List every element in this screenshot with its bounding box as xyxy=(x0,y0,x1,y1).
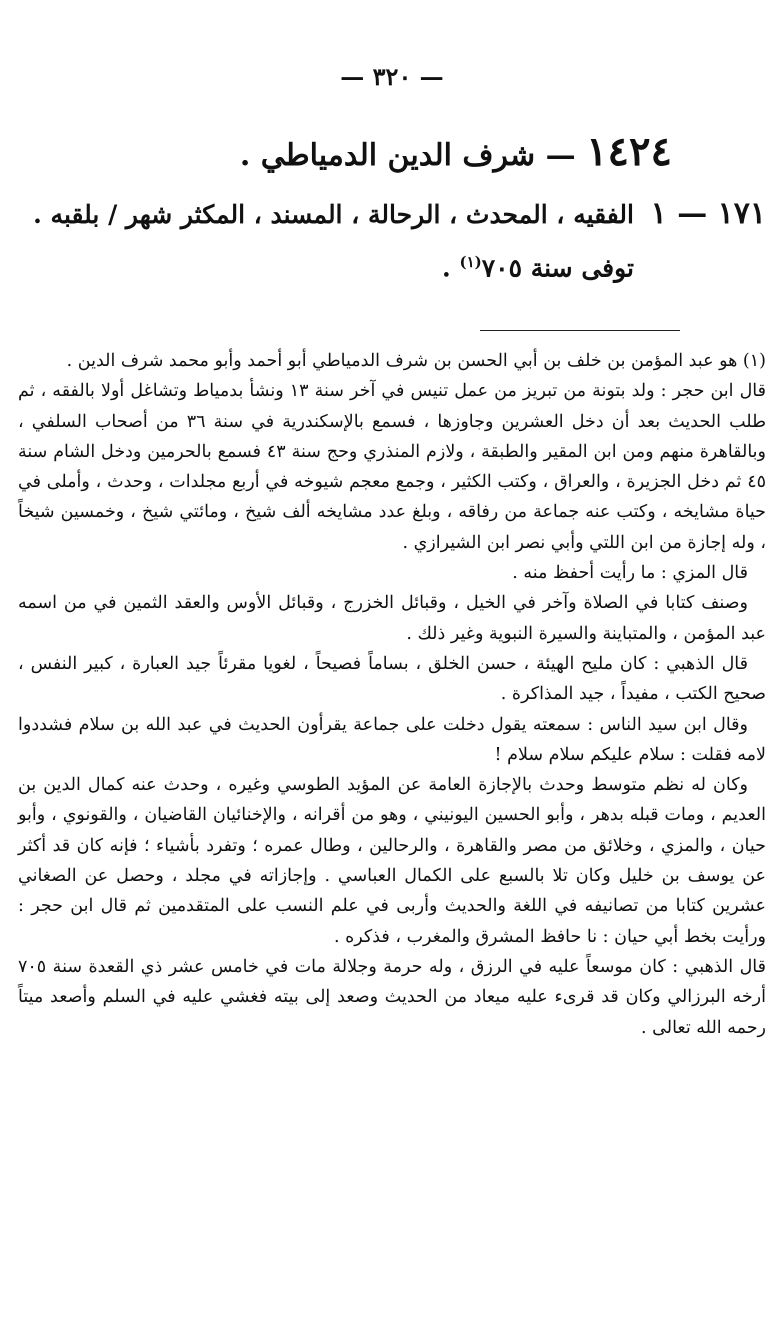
footnote-block xyxy=(18,346,766,1043)
death-year-text: توفى سنة ٧٠٥ xyxy=(481,253,634,283)
entry-description-line2 xyxy=(442,253,634,282)
footnote-paragraph: وقال ابن سيد الناس : سمعته يقول دخلت على جماعة يقرأون الحديث في عبد الله بن سلام فشددوا لامه فقلت : سلام عليكم سلام سلام ! xyxy=(18,714,766,765)
footnote-paragraph: (١) هو عبد المؤمن بن خلف بن أبي الحسن بن شرف الدمياطي أبو أحمد وأبو محمد شرف الدين . xyxy=(66,351,766,371)
footnote-paragraph: وصنف كتابا في الصلاة وآخر في الخيل ، وقبائل الخزرج ، وقبائل الأوس والعقد الثمين في من اسمه عبد المؤمن ، والمتباينة والسيرة النبوية وغير ذلك . xyxy=(18,593,766,644)
footnote-marker: (١) xyxy=(459,253,482,271)
page-number: — ٣٢٠ — xyxy=(340,62,444,91)
footnote-paragraph: وكان له نظم متوسط وحدث بالإجازة العامة عن المؤيد الطوسي وغيره ، وحدث عنه كمال الدين بن العديم ، ومات قبله بدهر ، وأبو الحسين اليونيني ، وهو من أقرانه ، والإخنائيان القاضيان ، والقونوي ، وأبو حيان ، والمزي ، وخلائق من مصر والقاهرة ، والرحالين ، وطال عمره ؛ وتفرد بأشياء ؛ فإنه كان قد أكثر عن يوسف بن خليل وكان تلا بالسبع على الكمال العباسي . وإجازاته في مجلد ، وحصل عن الصغاني عشرين كتابا من تصانيفه في اللغة والحديث وأربى في علم النسب على المتقدمين ثم قال ابن حجر : ورأيت بخط أبي حيان : نا حافظ المشرق والمغرب ، فذكره . xyxy=(18,775,766,947)
footnote-paragraph: قال ابن حجر : ولد بتونة من تبريز من عمل تنيس في آخر سنة ١٣ ونشأ بدمياط وتشاغل أولا بالفقه ، ثم طلب الحديث بعد أن دخل العشرين وجاوزها ، فسمع بالإسكندرية في سنة ٣٦ من أصحاب السلفي ، وبالقاهرة منهم ومن ابن المقير والطبقة ، ولازم المنذري وحج سنة ٤٣ فسمع بالحرمين ودخل الشام سنة ٤٥ ثم دخل الجزيرة ، والعراق ، وكتب الكثير ، وجمع معجم شيوخه في أربع مجلدات ، وحدث ، وأملى في حياة مشايخه ، وكتب عنه جماعة من رفاقه ، وبلغ عدد مشايخه ألف شيخ ، ومائتي شيخ ، وخمسين شيخاً ، وله إجازة من ابن اللتي وأبي نصر ابن الشيرازي . xyxy=(18,381,766,553)
entry-title-text: — شرف الدين الدمياطي . xyxy=(239,138,576,173)
manuscript-reference: ١٧١ — ١ xyxy=(650,196,766,231)
entry-title xyxy=(240,128,672,175)
footnote-paragraph: قال الذهبي : كان مليح الهيئة ، حسن الخلق ، بساماً فصيحاً ، لغويا مقرئاً جيد العبارة ، كبير النفس ، صحيح الكتب ، مفيداً ، جيد المذاكرة . xyxy=(18,653,766,705)
entry-description-line1: الفقيه ، المحدث ، الرحالة ، المسند ، المكثر شهر / بلقبه . xyxy=(33,200,634,229)
entry-number: ١٤٢٤ xyxy=(586,128,672,175)
footnote-paragraph: قال الذهبي : كان موسعاً عليه في الرزق ، وله حرمة وجلالة مات في خامس عشر ذي القعدة سنة ٧٠٥ أرخه البرزالي وكان قد قرىء عليه ميعاد من الحديث وصعد إلى بيته فغشي عليه في السلم وأصعد ميتاً رحمه الله تعالى . xyxy=(18,956,766,1038)
footnote-paragraph: قال المزي : ما رأيت أحفظ منه . xyxy=(512,563,748,584)
footnote-divider xyxy=(480,330,680,331)
line-end-period: . xyxy=(442,253,460,283)
